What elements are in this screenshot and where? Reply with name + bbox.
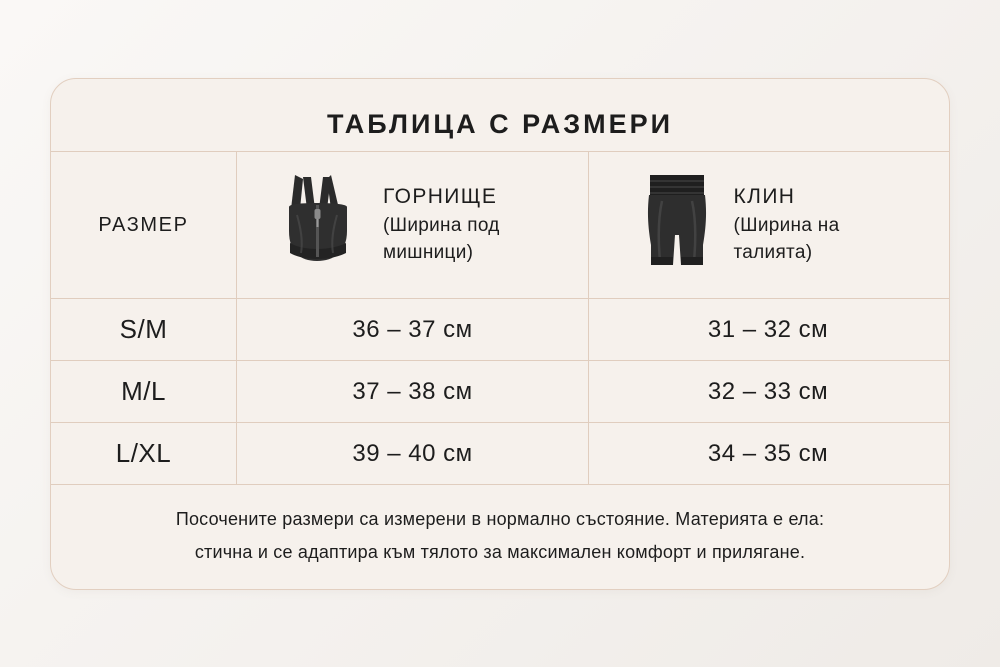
table-row [51, 360, 949, 422]
header-cell-size [51, 152, 237, 298]
header-top-group [267, 169, 558, 281]
size-table [51, 151, 949, 570]
cell-size [51, 299, 237, 360]
footnote [51, 484, 949, 570]
footnote-line-1: Посочените размери са измерени в нормално състояние. Материята е ела: [175, 509, 825, 529]
header-top-text [383, 183, 558, 266]
top-measurement-value: 37 – 38 см [352, 377, 473, 405]
header-legging-subtitle: (Ширина на талията) [733, 214, 840, 264]
sports-bra-icon [273, 169, 369, 281]
footnote-line-2: стична и се адаптира към тялото за максимален комфорт и прилягане. [194, 542, 806, 563]
legging-measurement-value: 31 – 32 см [707, 315, 829, 343]
cell-top-measurement [237, 299, 589, 360]
biker-shorts-icon [634, 169, 720, 281]
table-header-row [51, 151, 949, 298]
legging-measurement-value: 34 – 35 см [707, 439, 829, 467]
table-row [51, 298, 949, 360]
size-value: L/XL [115, 438, 172, 468]
header-legging-text [734, 183, 909, 266]
page-title: ТАБЛИЦА С РАЗМЕРИ [326, 109, 674, 139]
header-legging-title: КЛИН [733, 185, 796, 209]
top-measurement-value: 39 – 40 см [352, 439, 473, 467]
header-cell-top [237, 152, 589, 298]
cell-legging-measurement [589, 299, 947, 360]
header-cell-legging [589, 152, 947, 298]
cell-top-measurement [237, 423, 589, 484]
cell-legging-measurement [589, 361, 947, 422]
header-size-label: РАЗМЕР [98, 213, 189, 236]
top-measurement-value: 36 – 37 см [352, 315, 473, 343]
cell-size [51, 423, 237, 484]
cell-legging-measurement [589, 423, 947, 484]
cell-size [51, 361, 237, 422]
legging-measurement-value: 32 – 33 см [707, 377, 829, 405]
header-top-title: ГОРНИЩЕ [383, 185, 498, 209]
header-top-subtitle: (Ширина под мишници) [383, 214, 500, 264]
size-chart-card [50, 78, 950, 590]
size-value: S/M [119, 314, 168, 344]
header-legging-group [628, 169, 909, 281]
cell-top-measurement [237, 361, 589, 422]
size-value: M/L [121, 376, 166, 406]
table-row [51, 422, 949, 484]
